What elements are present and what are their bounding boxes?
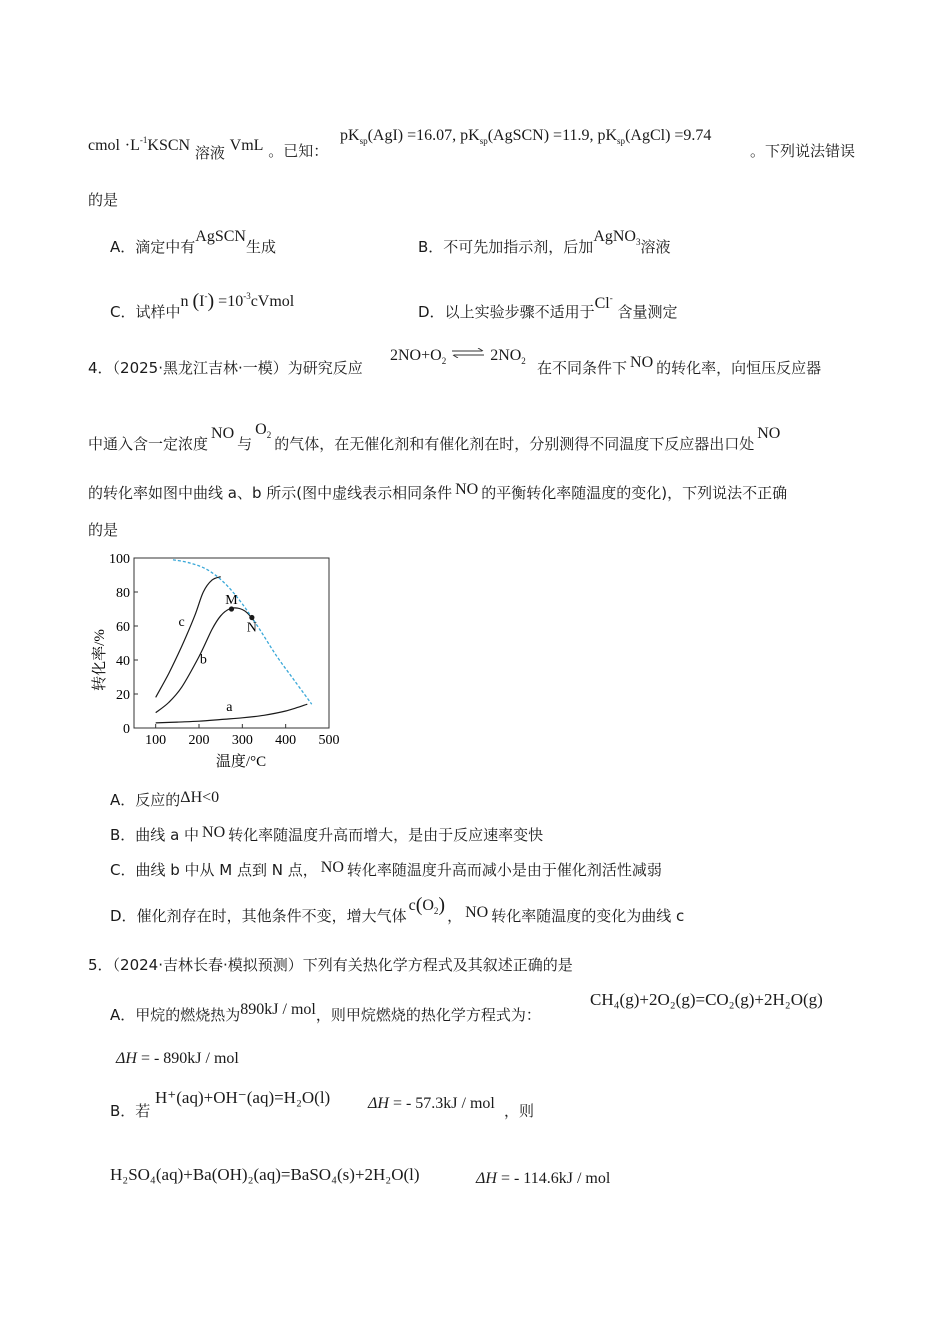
y-tick-label: 0 (123, 722, 130, 737)
question-text: 中通入含一定浓度 (88, 435, 209, 453)
option-label: B． (110, 1102, 136, 1120)
no-formula: NO (202, 824, 226, 841)
y-tick-label: 20 (116, 688, 130, 703)
option-text: 溶液 (640, 238, 671, 256)
q3-line1-tail: 。下列说法错误 (750, 142, 856, 160)
q4-line1 (88, 358, 363, 378)
kscn: KSCN (147, 137, 191, 154)
reversible-arrow-icon (450, 344, 486, 354)
o-sub: 2 (433, 906, 439, 916)
x-tick-label: 500 (318, 733, 340, 748)
paren: ) (207, 290, 215, 312)
y-tick-label: 40 (116, 654, 130, 669)
point-label-N: N (246, 620, 257, 636)
point-N (249, 615, 254, 620)
iodide: I (199, 293, 205, 310)
question-number: 5． (88, 956, 113, 974)
pk-agscn: (AgSCN) =11.9, pK (487, 127, 618, 144)
no-formula: NO (320, 859, 344, 876)
q4-line4: 的是 (88, 521, 119, 539)
tail: cVmol (250, 293, 295, 310)
sp-1: sp (359, 136, 368, 146)
pk-agi: (AgI) =16.07, pK (367, 127, 480, 144)
question-text: 与 (237, 435, 253, 453)
x-tick-label: 400 (275, 733, 297, 748)
o-sub: 2 (266, 430, 272, 440)
option-label: C． (110, 861, 136, 879)
question-text: 的转化率如图中曲线 a、b 所示(图中虚线表示相同条件 (88, 484, 453, 502)
q3-option-b (418, 228, 671, 263)
paren: ( (415, 894, 423, 916)
option-label: A． (110, 238, 136, 256)
formula (595, 295, 613, 312)
eq: =10 (218, 293, 244, 310)
unit-l-sup: -1 (139, 135, 148, 145)
option-text: 曲线 b 中从 M 点到 N 点， (135, 861, 318, 879)
q5-option-b (110, 1101, 150, 1121)
o: O (255, 421, 267, 438)
option-label: A． (110, 1006, 136, 1024)
option-label: D． (110, 907, 137, 925)
option-label: A． (110, 791, 136, 809)
series-label-a: a (226, 700, 233, 715)
question-text: 在不同条件下 (537, 359, 628, 377)
delta-h-value: = - 114.6kJ / mol (496, 1170, 611, 1187)
no-formula: NO (211, 425, 235, 442)
q3-line1 (88, 130, 329, 162)
option-text: ， (447, 907, 463, 925)
delta-h: ΔH (476, 1170, 497, 1187)
formula (593, 228, 640, 245)
series-label-b: b (199, 652, 207, 668)
q3-option-d (418, 293, 678, 323)
solution-text: 溶液 (194, 144, 225, 162)
option-text: 催化剂存在时，其他条件不变，增大气体 (136, 907, 407, 925)
delta-h: ΔH (368, 1095, 389, 1112)
y-tick-label: 60 (116, 620, 130, 635)
known-text: 。已知： (268, 142, 329, 160)
question-number: 4． (88, 359, 113, 377)
sp-2: sp (479, 136, 488, 146)
reversible-arrow-svg (450, 348, 486, 358)
series-label-c: c (178, 615, 185, 630)
q5-option-a-equation: CH₄(g)+2O₂(g)=CO₂(g)+2H₂O(g) (590, 990, 823, 1009)
paren: ( (192, 290, 200, 312)
option-text: 含量测定 (617, 303, 678, 321)
pk-agcl: (AgCl) =9.74 (625, 127, 712, 144)
exp: -3 (243, 291, 251, 301)
q4-option-c (110, 860, 662, 881)
y-tick-label: 100 (109, 552, 130, 567)
option-text: 若 (135, 1102, 151, 1120)
q3-option-c (110, 290, 295, 323)
y-axis-label: 转化率/% (92, 629, 108, 691)
q4-option-b (110, 825, 543, 846)
cl-sup: - (609, 293, 613, 303)
c: c (408, 897, 416, 914)
option-text: 不可先加指示剂，后加 (443, 238, 594, 256)
q4-option-a (110, 790, 219, 811)
x-axis-label: 温度/°C (215, 754, 267, 770)
q5-line1 (88, 955, 573, 975)
q5-option-a (110, 1001, 541, 1026)
option-text: 转化率随温度升高而减小是由于催化剂活性减弱 (346, 861, 662, 879)
option-label: C． (110, 303, 136, 321)
q3-line2: 的是 (88, 191, 119, 209)
q5-option-a-dh (116, 1049, 239, 1069)
question-text: （2024·吉林长春·模拟预测）下列有关热化学方程式及其叙述正确的是 (112, 956, 573, 974)
eq-right: 2NO (490, 347, 522, 364)
option-text: 生成 (245, 238, 276, 256)
option-text: ，则甲烷燃烧的热化学方程式为： (315, 1006, 541, 1024)
option-label: D． (418, 303, 445, 321)
unit-l: L (130, 137, 140, 154)
option-text: 以上实验步骤不适用于 (444, 303, 595, 321)
o2-formula (255, 421, 271, 438)
question-text: 的气体，在无催化剂和有催化剂在时，分别测得不同温度下反应器出口处 (274, 435, 755, 453)
option-text: 曲线 a 中 (135, 826, 200, 844)
pk-formula (340, 126, 711, 151)
dot: · (124, 137, 131, 154)
option-text: 试样中 (135, 303, 181, 321)
question-text: 的平衡转化率随温度的变化)，下列说法不正确 (481, 484, 788, 502)
x-tick-label: 300 (231, 733, 253, 748)
n: n (180, 293, 189, 310)
option-text: 滴定中有 (135, 238, 196, 256)
chart-series (156, 560, 312, 723)
series-line-equilibrium (173, 560, 312, 705)
q5-option-b-equation2: H₂SO₄(aq)+Ba(OH)₂(aq)=BaSO₄(s)+2H₂O(l) (110, 1165, 420, 1184)
option-text: 转化率随温度升高而增大，是由于反应速率变快 (228, 826, 544, 844)
point-label-M: M (225, 593, 238, 608)
q4-option-d (110, 894, 685, 932)
option-label: B． (110, 826, 136, 844)
q4-line3 (88, 483, 787, 504)
q5-option-b-dh (368, 1094, 495, 1114)
series-line-c (156, 577, 221, 698)
conversion-chart (88, 548, 348, 778)
cl: Cl (594, 295, 610, 312)
option-text: 反应的 (135, 791, 181, 809)
no-formula: NO (757, 425, 781, 442)
x-tick-label: 200 (188, 733, 210, 748)
question-text: （2025·黑龙江吉林·一模）为研究反应 (112, 359, 363, 377)
no-formula: NO (630, 354, 654, 371)
o: O (422, 897, 434, 914)
formula: AgSCN (195, 228, 246, 245)
eq-right-sub: 2 (521, 356, 526, 366)
q5-option-b-equation: H⁺(aq)+OH⁻(aq)=H₂O(l) (155, 1088, 331, 1107)
q3-option-a (110, 228, 276, 258)
no-formula: NO (465, 904, 489, 921)
option-label: B． (418, 238, 444, 256)
chart-ticks (109, 552, 340, 748)
unit-cmol: cmol (88, 137, 120, 154)
question-text: 的转化率，向恒压反应器 (656, 359, 822, 377)
formula-main: AgNO (593, 228, 636, 245)
enthalpy-value: 890kJ / mol (240, 1001, 316, 1018)
paren: ) (438, 894, 446, 916)
option-text: 转化率随温度的变化为曲线 c (491, 907, 685, 925)
q4-equation (390, 346, 526, 371)
option-text: 甲烷的燃烧热为 (135, 1006, 241, 1024)
q5-option-b-tail: ，则 (504, 1102, 535, 1120)
formula (180, 290, 295, 312)
no-formula: NO (455, 481, 479, 498)
sp-3: sp (617, 136, 626, 146)
q5-option-b-dh2 (476, 1169, 610, 1189)
delta-h-value: = - 890kJ / mol (136, 1050, 239, 1067)
formula-sub: 3 (635, 237, 641, 247)
c-o2-formula (408, 894, 446, 916)
delta-h-formula: ΔH<0 (180, 789, 220, 806)
pk-1: pK (340, 127, 360, 144)
iodide-sup: - (204, 291, 208, 301)
delta-h-value: = - 57.3kJ / mol (388, 1095, 495, 1112)
q4-line2 (88, 421, 781, 460)
vml: VmL (229, 137, 264, 154)
eq-left-sub: 2 (441, 356, 447, 366)
eq-left: 2NO+O (390, 347, 442, 364)
y-tick-label: 80 (116, 586, 130, 601)
x-tick-label: 100 (145, 733, 167, 748)
delta-h: ΔH (116, 1050, 137, 1067)
q4-line1-b (537, 354, 822, 379)
